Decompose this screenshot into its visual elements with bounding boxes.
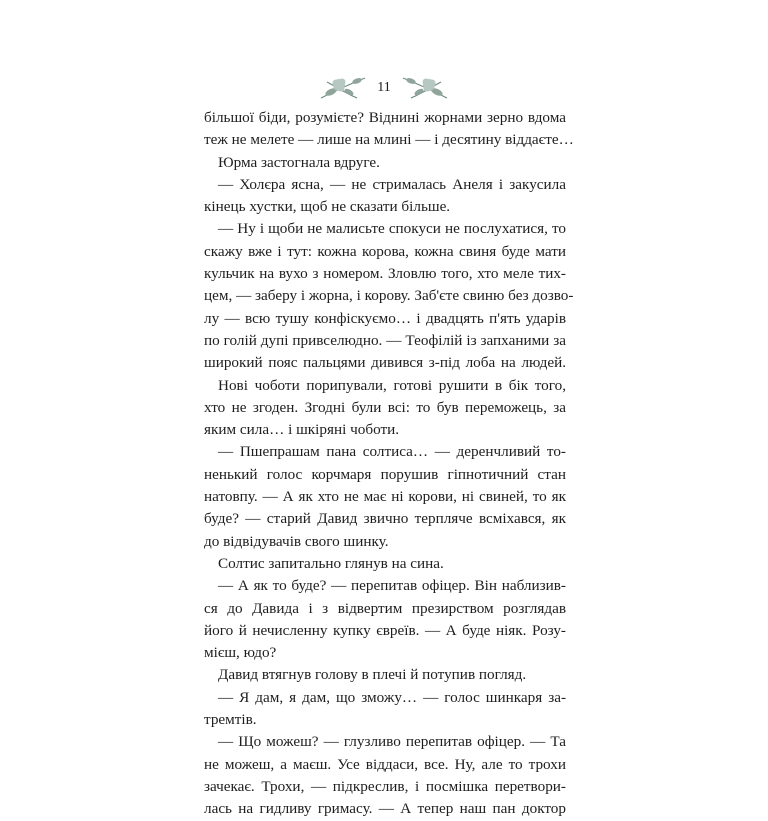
page-header xyxy=(0,70,768,104)
text-line: лась на гидливу гримасу. — А тепер наш пан доктор xyxy=(204,800,566,818)
text-line: теж не мелете — лише на млині — і десятину віддаєте… xyxy=(204,131,574,149)
text-line: зачекає. Трохи, — підкреслив, і посмішка перетвори- xyxy=(204,777,566,795)
body-text xyxy=(204,107,574,821)
text-line: буде? — старий Давид звично терпляче всміхався, як xyxy=(204,510,566,528)
text-line: — А як то буде? — перепитав офіцер. Він наблизив- xyxy=(218,577,566,595)
text-line: не можеш, а маєш. Усе віддаси, все. Ну, але то трохи xyxy=(204,755,566,773)
text-line: — Я дам, я дам, що зможу… — голос шинкаря за- xyxy=(218,688,566,706)
text-line: — Ну і щоби не малисьте спокуси не послухатися, то xyxy=(218,220,566,238)
text-line: кульчик на вухо з номером. Зловлю того, хто меле тих- xyxy=(204,265,566,283)
text-line: Нові чоботи порипували, готові рушити в бік того, xyxy=(218,376,566,394)
text-line: яким сила… і шкіряні чоботи. xyxy=(204,421,400,439)
text-line: лу — всю тушу конфіскуємо… і двадцять п'ять ударів xyxy=(204,309,566,327)
text-line: більшої біди, розумієте? Віднині жорнами зерно вдома xyxy=(204,109,566,126)
text-line: ся до Давида і з відвертим презирством розглядав xyxy=(204,599,566,617)
text-line: ненький голос корчмаря порушив гіпнотичний стан xyxy=(204,465,566,483)
text-line: — Пшепрашам пана солтиса… — деренчливий то- xyxy=(218,443,566,461)
text-line: скажу вже і тут: кожна корова, кожна свиня буде мати xyxy=(204,242,566,260)
text-line: натовпу. — А як хто не має ні корови, ні свиней, то як xyxy=(204,488,566,506)
text-line: — Холєра ясна, — не стрималась Анеля і закусила xyxy=(218,175,566,193)
text-line: Солтис запитально глянув на сина. xyxy=(218,554,444,572)
flower-ornament-left-icon xyxy=(317,72,369,102)
text-line: широкий пояс пальцями дивився з-під лоба на людей. xyxy=(204,354,566,372)
text-line: Давид втягнув голову в плечі й потупив погляд. xyxy=(218,666,527,684)
text-line: мієш, юдо? xyxy=(204,644,277,662)
text-line: цем, — заберу і жорна, і корову. Заб'єте свиню без дозво- xyxy=(204,287,574,305)
text-line: — Що можеш? — глузливо перепитав офіцер. — Та xyxy=(218,733,566,751)
text-line: по голій дупі привселюдно. — Теофілій із запханими за xyxy=(204,331,566,349)
text-line: до відвідувачів свого шинку. xyxy=(204,532,389,550)
text-line: тремтів. xyxy=(204,711,257,729)
text-line: Юрма застогнала вдруге. xyxy=(218,153,380,171)
text-line: його й нечисленну купку євреїв. — А буде ніяк. Розу- xyxy=(204,621,566,639)
page-number: 11 xyxy=(377,80,391,95)
text-line: кінець хустки, щоб не сказати більше. xyxy=(204,198,451,216)
flower-ornament-right-icon xyxy=(399,72,451,102)
text-line: хто не згоден. Згодні були всі: то був переможець, за xyxy=(204,398,566,416)
